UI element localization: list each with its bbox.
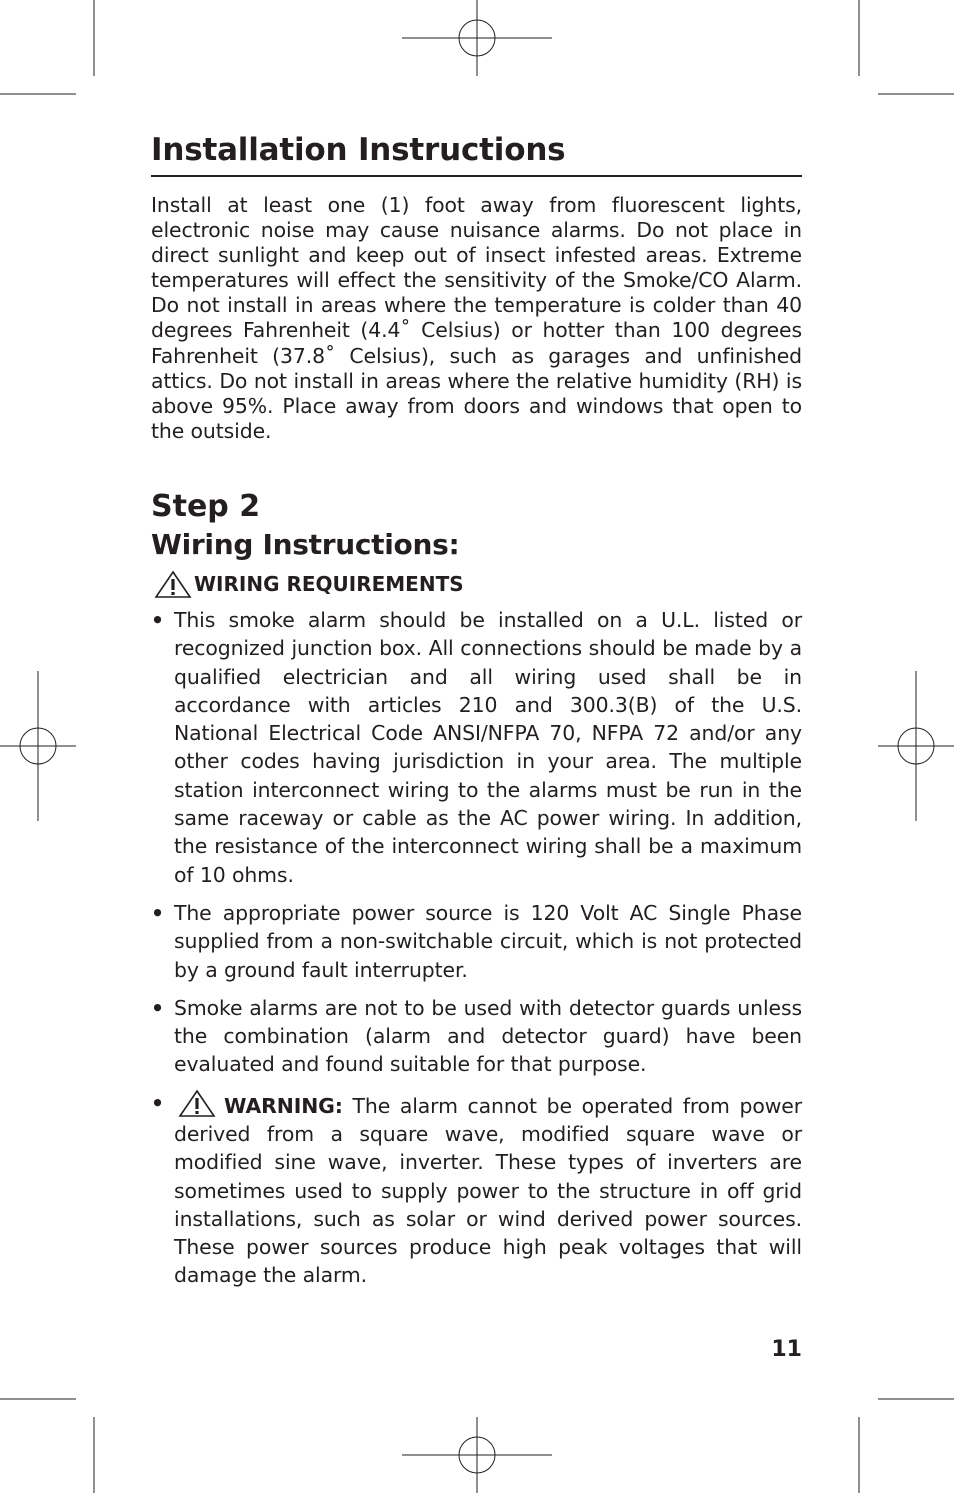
intro-paragraph: Install at least one (1) foot away from fluorescent lights, electronic noise may cause nuisance alarms. Do not place in direct sunlight and keep out of insect infested areas. Extreme temperatures will effect the sensitivity of the Smoke/CO Alarm. Do not install in areas where the temperature is colder than 40 degrees Fahrenheit (4.4˚ Celsius) or hotter than 100 degrees Fahrenheit (37.8˚ Celsius), such as garages and unfinished attics. Do not install in areas where the relative humidity (RH) is above 95%. Place away from doors and windows that open to the outside. [151,193,802,443]
list-item [151,899,802,984]
bullet-dot: • [151,1090,164,1115]
wiring-requirements-heading [154,570,802,598]
step-title: Step 2 [151,488,261,524]
bullet-dot: • [151,900,164,925]
wiring-requirements-label: WIRING REQUIREMENTS [194,571,464,596]
wiring-requirements-list [151,606,802,1290]
list-item-text: The appropriate power source is 120 Volt AC Single Phase supplied from a non-switchable circuit, which is not protected by a ground fault interrupter. [174,900,802,982]
list-item-text: This smoke alarm should be installed on a U.L. listed or recognized junction box. All connections should be made by a qualified electrician and all wiring used shall be in accordance with articles 210 and 300.3(B) of the U.S. National Electrical Code ANSI/NFPA 70, NFPA 72 and/or any other codes having jurisdiction in your area. The multiple station interconnect wiring to the alarms must be run in the same raceway or cable as the AC power wiring. In addition, the resistance of the interconnect wiring shall be a maximum of 10 ohms. [174,607,802,887]
list-item [151,994,802,1079]
bullet-dot: • [151,607,164,632]
warning-label: WARNING: [224,1093,343,1118]
bullet-dot: • [151,995,164,1020]
warning-item [151,1089,802,1290]
warning-triangle-icon [178,1089,216,1117]
section-title: Installation Instructions [151,130,802,177]
warning-triangle-icon [154,570,192,598]
warning-text: The alarm cannot be operated from power derived from a square wave, modified square wave or modified sine wave, inverter. These types of inverters are sometimes used to supply power to the structure in off grid installations, such as solar or wind derived power sources. These power sources produce high peak voltages that will damage the alarm. [174,1093,802,1288]
page-content [151,130,802,1300]
list-item-text: Smoke alarms are not to be used with detector guards unless the combination (alarm and detector guard) have been evaluated and found suitable for that purpose. [174,995,802,1077]
list-item [151,606,802,889]
step-subtitle: Wiring Instructions: [151,527,460,561]
page-number: 11 [771,1337,802,1362]
